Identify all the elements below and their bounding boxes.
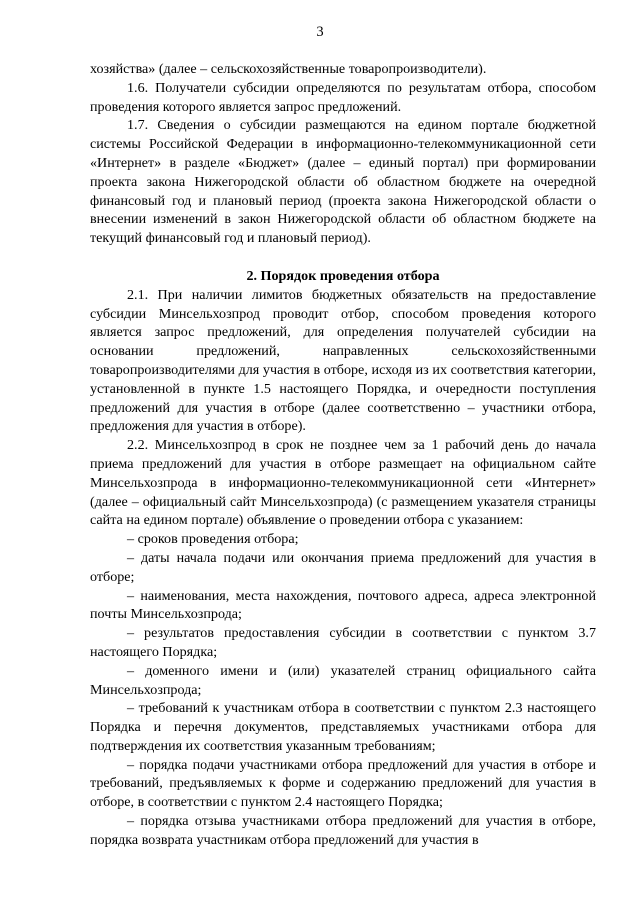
paragraph: – требований к участникам отбора в соответствии с пунктом 2.3 настоящего Порядка и перечня документов, представляемых участниками отбора для подтверждения их соответствия указанным требованиям; bbox=[90, 700, 596, 754]
paragraph: – порядка подачи участниками отбора предложений для участия в отборе и требований, предъявляемых к форме и содержанию предложений для участия в отборе, в соответствии с пунктом 2.4 настоящего Порядка; bbox=[90, 756, 596, 811]
paragraph: – доменного имени и (или) указателей страниц официального сайта Минсельхозпрода; bbox=[90, 662, 596, 698]
document-body bbox=[90, 60, 596, 850]
paragraph: – сроков проведения отбора; bbox=[127, 531, 299, 548]
paragraph: 1.6. Получатели субсидии определяются по результатам отбора, способом проведения которого является запрос предложений. bbox=[90, 79, 596, 115]
paragraph: – даты начала подачи или окончания приема предложений для участия в отборе; bbox=[90, 549, 596, 585]
paragraph: – наименования, места нахождения, почтового адреса, адреса электронной почты Минсельхозпрода; bbox=[90, 587, 596, 623]
paragraph: 1.7. Сведения о субсидии размещаются на едином портале бюджетной системы Российской Федерации в информационно-телекоммуникационной сети «Интернет» в разделе «Бюджет» (далее – единый портал) при формировании проекта закона Нижегородской области об областном бюджете на очередной финансовый год и плановый период (проекта закона Нижегородской области о внесении изменений в закон Нижегородской области об областном бюджете на текущий финансовый год и плановый период). bbox=[90, 117, 596, 247]
intro-paragraphs bbox=[90, 60, 596, 248]
paragraph: – результатов предоставления субсидии в соответствии с пунктом 3.7 настоящего Порядка; bbox=[90, 625, 596, 660]
section-heading: 2. Порядок проведения отбора bbox=[246, 267, 440, 284]
page-number: 3 bbox=[316, 24, 324, 40]
section-paragraphs bbox=[90, 286, 596, 850]
paragraph: 2.1. При наличии лимитов бюджетных обязательств на предоставление субсидии Минсельхозпрод проводит отбор, способом проведения которого является запрос предложений, для определения получателей субсидии на основании предложений, направленных сельскохозяйственными товаропроизводителями для участия в отборе, исходя из их соответствия категории, установленной в пункте 1.5 настоящего Порядка, и очередности поступления предложений для участия в отборе (далее соответственно – участники отбора, предложения для участия в отборе). bbox=[90, 286, 596, 435]
paragraph: хозяйства» (далее – сельскохозяйственные товаропроизводители). bbox=[90, 61, 487, 77]
paragraph: – порядка отзыва участниками отбора предложений для участия в отборе, порядка возврата участникам отбора предложений для участия в bbox=[90, 813, 596, 848]
paragraph: 2.2. Минсельхозпрод в срок не позднее чем за 1 рабочий день до начала приема предложений для участия в отборе размещает на официальном сайте Минсельхозпрода в информационно-телекоммуникационной сети «Интернет» (далее – официальный сайт Минсельхозпрода) (с размещением указателя страницы сайта на едином портале) объявление о проведении отбора с указанием: bbox=[90, 437, 596, 529]
